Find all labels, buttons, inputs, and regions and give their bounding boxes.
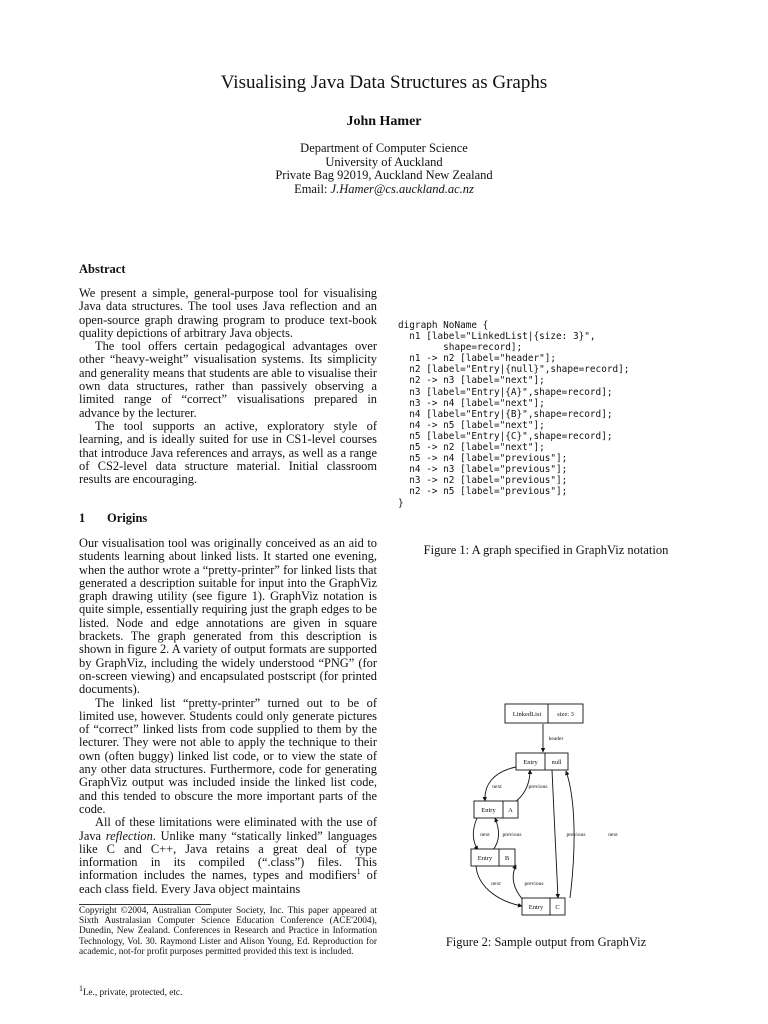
email-line	[0, 183, 768, 197]
node-n4-right-label: B	[504, 855, 510, 862]
edge-label-previous: previous	[524, 881, 544, 887]
abstract-paragraph: The tool offers certain pedagogical advantages over other “heavy-weight” visualisation systems. Its simplicity and generality means that students are able to visualise their own data structures, rather than passively observing a limited range of “correct” visualisations prepared in advance by the lecturer.	[79, 339, 377, 420]
department: Department of Computer Science	[300, 141, 468, 155]
edge-label-previous: previous	[528, 784, 548, 790]
node-n1-left-label: LinkedList	[512, 711, 542, 718]
edge-label-previous: previous	[566, 832, 586, 838]
graphviz-code-listing: digraph NoName { n1 [label="LinkedList|{size: 3}", shape=record]; n1 -> n2 [label="header"]; n2 [label="Entry|{null}",shape=record]; n2 -> n3 [label="next"]; n3 [label="Entry|{A}",shape=record]; n3 -> n4 [label="next"]; n4 [label="Entry|{B}",shape=record]; n4 -> n5 [label="next"]; n5 [label="Entry|{C}",shape=record]; n5 -> n2 [label="next"]; n5 -> n4 [label="previous"]; n4 -> n3 [label="previous"]; n3 -> n2 [label="previous"]; n2 -> n5 [label="previous"]; }	[398, 320, 630, 509]
abstract-heading: Abstract	[79, 262, 126, 276]
node-n3-left-label: Entry	[481, 807, 496, 814]
node-n3-right-label: A	[508, 807, 513, 814]
edge-n4-prev	[493, 818, 499, 850]
body-paragraph: All of these limitations were eliminated with the use of Java reflection. Unlike many “statically linked” languages like C and C++, Java retains a great deal of type information in its compiled (“.class”) files. This information includes the names, types and modifiers$^1$ of each class field. Every Java object maintains	[79, 815, 377, 896]
footnote-text: I.e., private, protected, etc.	[83, 988, 183, 998]
edge-n5-prev	[513, 865, 524, 901]
edge-label-header: header	[548, 736, 564, 742]
paper-title: Visualising Java Data Structures as Graphs	[220, 72, 548, 93]
abstract-paragraph: We present a simple, general-purpose tool for visualising Java data structures. The tool uses Java reflection and an open-source graph drawing program to produce text-book quality depictions of arbitrary Java objects.	[79, 286, 377, 340]
edge-n3-next	[473, 818, 478, 850]
footnote-mark: 1	[356, 867, 361, 877]
node-n2-left-label: Entry	[523, 759, 538, 766]
author-name: John Hamer	[346, 114, 422, 129]
edge-label-next: next	[492, 784, 502, 790]
footnote	[79, 983, 377, 998]
email-label: Email:	[294, 181, 328, 196]
node-n1-right-label: size: 3	[557, 711, 574, 718]
abstract-body	[79, 287, 377, 486]
emphasis: reflection	[105, 828, 153, 843]
section-body	[79, 537, 377, 896]
figure1-caption: Figure 1: A graph specified in GraphViz notation	[423, 543, 669, 557]
footnote-rule	[79, 904, 211, 905]
affiliation	[0, 142, 768, 196]
copyright-notice: Copyright ©2004, Australian Computer Society, Inc. This paper appeared at Sixth Australasian Computer Science Education Conference (ACE'2004), Dunedin, New Zealand. Conferences in Research and Practice in Information Technology, Vol. 30. Raymond Lister and Alison Young, Ed. Reproduction for academic, not-for profit purposes permitted provided this text is included.	[79, 906, 377, 957]
node-n4-left-label: Entry	[477, 855, 493, 862]
section-title: Origins	[107, 511, 148, 525]
linked-list-graph-diagram	[430, 700, 680, 930]
edge-label-previous: previous	[502, 832, 522, 838]
node-n2-right-label: null	[551, 759, 562, 766]
body-paragraph: Our visualisation tool was originally conceived as an aid to students learning about linked lists. It started one evening, when the author wrote a “pretty-printer” for linked lists that generated a description suitable for input into the GraphViz graph drawing utility (see figure 1). GraphViz notation is quite simple, essentially requiring just the graph edges to be listed. Node and edge annotations are given in square brackets. The graph generated from this description is shown in figure 2. A variety of output formats are supported by GraphViz, including the widely understood “PNG” (for on-screen viewing) and encapsulated postscript (for printed documents).	[79, 536, 377, 697]
figure2-caption: Figure 2: Sample output from GraphViz	[445, 935, 647, 949]
address: Private Bag 92019, Auckland New Zealand	[275, 168, 493, 182]
node-n5-right-label: C	[555, 904, 560, 911]
edge-label-next: next	[491, 881, 501, 887]
edge-n2-n5-prev	[552, 770, 558, 898]
body-paragraph: The linked list “pretty-printer” turned out to be of limited use, however. Students could only generate pictures of “correct” linked lists from code supplied to them by the lecturer. They were not able to apply the technique to their own (often buggy) linked list code, or to view the state of any other data structures. Furthermore, code for generating GraphViz output was included inside the linked list code, and this tended to obscure the more important parts of the code.	[79, 695, 377, 816]
email-address: J.Hamer@cs.auckland.ac.nz	[330, 181, 474, 196]
abstract-paragraph: The tool supports an active, exploratory style of learning, and is ideally suited for use in CS1-level courses that introduce Java references and arrays, as well as a range of CS2-level data structure material. Initial classroom results are encouraging.	[79, 418, 377, 487]
footnote-number: 1	[79, 983, 83, 993]
node-n5-left-label: Entry	[528, 904, 544, 911]
edge-label-next: next	[480, 832, 490, 838]
section-heading	[79, 511, 147, 526]
edge-label-next: next	[608, 832, 618, 838]
section-number: 1	[79, 511, 86, 525]
university: University of Auckland	[325, 154, 443, 169]
